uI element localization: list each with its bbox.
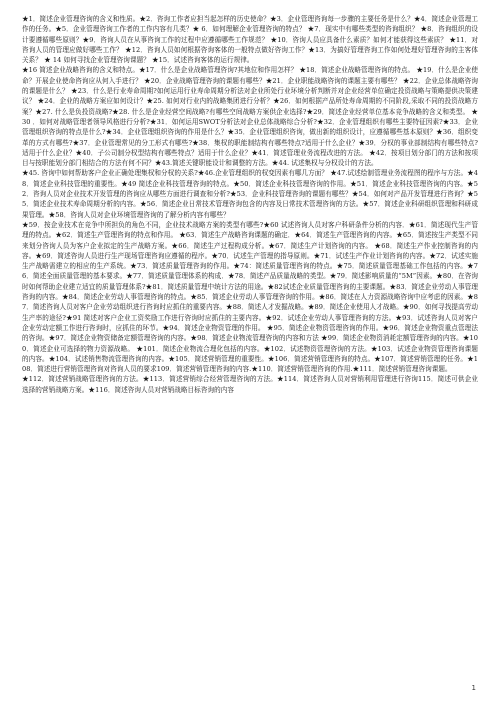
paragraph: ★112．简述营销战略管理咨询的方法。★113．简述营销综合经营管理咨询的方法。★114．简述咨询人员对营销利用管理进行咨询115．简述可供企业选择的营销战略方案。★116．简述咨询人员对营销战略目标咨询的内容 — [22, 375, 478, 394]
document-body — [22, 14, 478, 395]
paragraph: ★1．简述企业管理咨询的含义和性质。★2．咨询工作者应担当起怎样的历史使命？★3．企业管理咨询每一步骤的主要任务是什么？★4．简述企业管理工作的任务。★5．企业管理咨询工作者的工作内容有几类？★ 6．如何理解企业管理咨询的特点？ ★7．现实中有哪些类型的咨询组织？ ★8．咨询组织的设计要遵循哪些原则？★9．咨询人员在从事咨询工作的过程中应遵循哪些工作规范？ ★10．咨询人员应具备什么素质？如何才能获得这些素质？ ★11．对咨询人员的管理应做好哪些工作？ ★12．咨询人员如何根据咨询客体的一般特点做好咨询工作？★13．为搞好管理咨询工作如何处理好管理咨询的主客体关系？ ★ 14 如何寻找企业管理咨询课题？ ★15．试述咨询客体的运行规律。 — [22, 15, 478, 65]
paragraph: ★45. 咨询中如何帮助客户企业正确处理集权和分权的关系?★46.企业管理组织的权变因素有哪几方面？ ★47.试述绘制管理业务流程图的程序与方法。★48．简述企业科技管理的重要性。★49 简述企业科技管理咨询的特点。★50．简述企业科技管理咨询的作用。★51．简述企业科技管理咨询的内容。★52．咨询人员对企业技术开发管理的咨询应从哪些方面进行调查和分析?★53．企业科技管理咨询的课题有哪些？★54．如何对产品开发管理进行咨询？★55．简述企业技术寿命周期分析的内容。★56．简述企业日常技术管理咨询包含的内容及日常技术管理咨询的方法。★57．简述企业科研组织管理和科研成果管理。★58．咨询人员对企业环境管理咨询的了解分析内容有哪些？ — [22, 169, 478, 219]
paragraph: ★59．按企业技术在竞争中所担负的角色不同，企业技术战略方案的类型有哪些?★60 试述咨询人员对客户科研条件分析的内容．★61．简述现代生产管理的特点。★62．简述生产管理咨询的特点和作用。 ★63．简述生产战略咨询课题的确定．★64．简述生产管理咨询的内容。★65．简述按生产类型不同来划分咨询人员为客户企业拟定的生产战略方案。★66．简述生产过程构成分析。★67．简述生产计划咨询的内容。 ★68．简述生产作业控制咨询的内容。★69．简述咨询人员进行生产现场管理咨询应遵循的程序。★70．试述生产管理的指导原则。★71．试述生产作业计划咨询的内容。★72．试述实施生产战略需建立的相应的生产系统。★73．简述质量管理咨询的作用。★74：简述质量管理咨询的特点。★75．简述质量管理基础工作包括的内容。★76．简述全面质量管理的基本要求。★77．简述质量管理体系的构成．★78．简述产品质量战略的类型。★79．简述影响质量的“5M”因素。★80．在咨询时如何帮助企业建立适宜的质量管理体系?★81．简述质量管理中统计方法的用途。★82试述企业质量管理咨询的主要课题。★83．简述企业劳动人事管理咨询的内容。★84．简述企业劳动人事管理咨询的特点。★85．简述企业劳动人事管理咨询的作用。★86．简述在人力资源战略咨询中应考虑的因素。★87．简述咨询人员对客户企业劳动组织进行咨询时应抓住的重要内容。★88．简述人才发掘战略。★89．简述企业使用人才战略。★90．如何寻找提高劳动生产率的途径?★91 简述对客户企业工资奖励工作进行咨询时应抓住的主要内容。★92．试述企业劳动人事管理咨询的方法。★93．试述咨询人员对客户企业劳动定额工作进行咨询时，应抓住的环节。★94．简述企业物资管理的作用。 ★95．简述企业物资管理咨询的作用。★96．简述企业物资重点管理法的咨询。★97．简述企业物资储备定额管理咨询的内容。★98．简述企业物流管理咨询的内容和方法 ★99．简述企业物资消耗定额管理咨询的内容。★100．简述企业可选择的物力资源战略。 ★101．简述企业物流合理化包括的内容。★102．试述物资管理咨询的方法。★103．试述企业物资管理咨询课题的内容。★104．试述销售物流管理咨询的内容。★105．简述营销管理的重要性。★106．简述营销管理咨询的特点。★107．简述营销管理的任务。★108．简述进行营销管理咨询对咨询人员的要求109．简述营销管理咨询的内容.★110．简述营销管理咨询的作用.★111．简述营销管理咨询课题。 — [22, 220, 478, 374]
page-number: 1 — [471, 684, 476, 692]
paragraph: ★16 简述企业战略咨询的含义和特点。★17．什么是企业战略管理咨询?其地位和作用怎样？ ★18．简述企业战略管理咨询的特点。 ★19．什么是企业使命？开展企业使命咨询应从何入手进行？ ★20．企业战略管理咨询的课题有哪些？★21．企业职能战略咨询的课题主要有哪些？ ★22．企业总体战略咨询的课题是什么？ ★23．什么是行业寿命周期?如何运用行业寿命周期分析法对企业所处行业环境分析判断并对企业经营单位确定投资战略与策略提供决策建议？ ★24．企业的战略方案应如何设计？★25. 如何对行业内的战略集团进行分析？★26．如何根据产品所处寿命周期的不同阶段,采取不同的投资战略方案？★27. 什么是负投资战略?★28. 什么是企业经营空间战略?有哪些空间战略方案供企业选择?★29．简述企业经营单位基本竞争战略的含义和类型。 ★30 ．如何对战略管理者领导风格进行分析?★31．如何运用SWOT分析法对企业总体战略综合分析?★32．企业管理组织有哪些主要特征因素?★33．企业管理组织咨询的特点是什么?★34．企业管理组织咨询的作用是什么？★35．企业管理组织咨询，做出新的组织设计，应遵循哪些基本原则？★36．组织变革的方式有哪些?★37．企业管理常见的分工形式有哪些?★38．集权的职能制结构有哪些特点?适用于什么企业？★39．分权的事业部制结构有哪些特点?适用于什么企业？★40．子公司制分权型结构有哪些特点？适用于什么企业？★41．简述管理业务流程改进的方法。 ★42．按项目划分部门的方法和按项目与按职能划分部门相结合的方法有何不同？★43.简述关键职能设计和调整的方法。★44. 试述集权与分权设计的方法。 — [22, 66, 478, 168]
